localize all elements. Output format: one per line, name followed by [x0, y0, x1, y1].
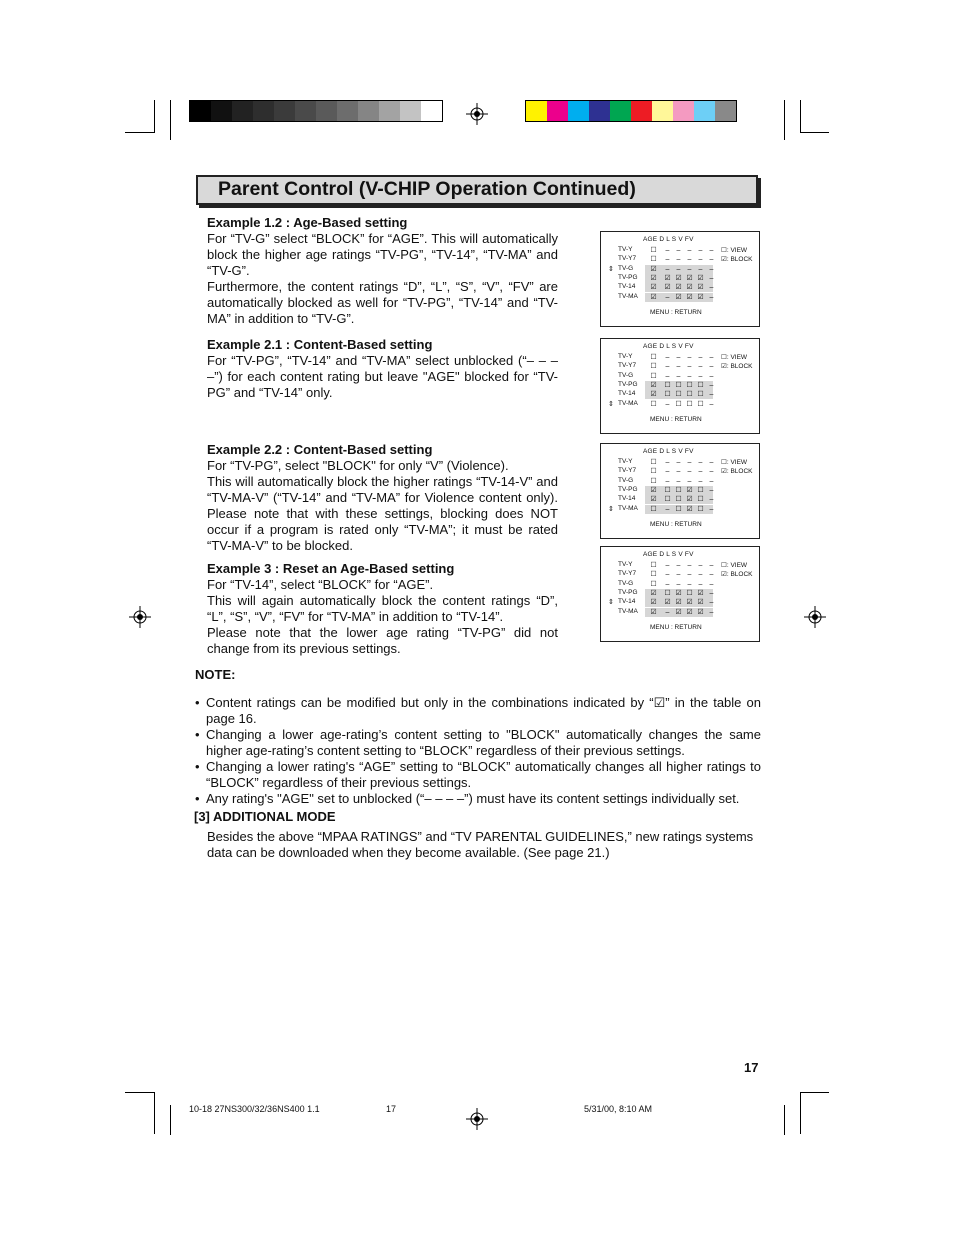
- dash-mark: –: [709, 468, 714, 476]
- color-calibration-bar: [525, 100, 737, 122]
- dash-mark: –: [665, 363, 670, 371]
- block-checkbox-icon: ☑: [650, 265, 657, 273]
- footer-file: 10-18 27NS300/32/36NS400 1.1: [189, 1104, 320, 1114]
- select-arrow-icon: ⇕: [608, 400, 614, 408]
- block-checkbox-icon: ☑: [697, 293, 704, 301]
- view-checkbox-icon: ☐: [675, 486, 682, 494]
- dash-mark: –: [709, 274, 714, 282]
- dash-mark: –: [676, 354, 681, 361]
- rating-label: TV-MA: [618, 399, 638, 407]
- dash-mark: –: [665, 247, 670, 254]
- note-item: • Content ratings can be modified but only in the combinations indicated by “☑” in the table on page 16.: [195, 695, 761, 727]
- view-checkbox-icon: ☐: [675, 381, 682, 389]
- block-checkbox-icon: ☑: [697, 589, 704, 597]
- crop-mark: [784, 100, 785, 140]
- dash-mark: –: [687, 571, 692, 579]
- dash-mark: –: [709, 372, 714, 380]
- legend-block: ☑: BLOCK: [721, 571, 753, 579]
- legend-view: ☐: VIEW: [721, 459, 748, 466]
- screen-header: AGE D L S V FV: [643, 448, 694, 455]
- color-swatch: [694, 101, 715, 121]
- color-swatch: [232, 101, 253, 121]
- block-checkbox-icon: ☑: [650, 486, 657, 494]
- dash-mark: –: [698, 459, 703, 466]
- dash-mark: –: [709, 381, 714, 389]
- dash-mark: –: [709, 589, 714, 597]
- select-arrow-icon: ⇕: [608, 265, 614, 273]
- color-swatch: [337, 101, 358, 121]
- view-checkbox-icon: ☐: [664, 496, 671, 504]
- block-checkbox-icon: ☑: [697, 608, 704, 616]
- dash-mark: –: [709, 391, 714, 399]
- dash-mark: –: [709, 571, 714, 579]
- section-heading: Example 2.2 : Content-Based setting: [207, 442, 433, 457]
- color-swatch: [610, 101, 631, 121]
- dash-mark: –: [676, 363, 681, 371]
- menu-return-label: MENU : RETURN: [650, 521, 702, 528]
- block-checkbox-icon: ☑: [650, 599, 657, 607]
- legend-view: ☐: VIEW: [721, 562, 748, 569]
- legend-block: ☑: BLOCK: [721, 256, 753, 264]
- block-checkbox-icon: ☑: [664, 599, 671, 607]
- block-checkbox-icon: ☑: [650, 391, 657, 399]
- dash-mark: –: [687, 363, 692, 371]
- dash-mark: –: [665, 580, 670, 588]
- menu-return-label: MENU : RETURN: [650, 624, 702, 631]
- block-checkbox-icon: ☑: [686, 293, 693, 301]
- dash-mark: –: [665, 265, 670, 273]
- view-checkbox-icon: ☐: [650, 477, 657, 485]
- color-swatch: [316, 101, 337, 121]
- view-checkbox-icon: ☐: [697, 391, 704, 399]
- block-checkbox-icon: ☑: [650, 589, 657, 597]
- rating-label: TV-PG: [618, 380, 638, 388]
- page-title: Parent Control (V-CHIP Operation Continued): [218, 178, 636, 200]
- color-swatch: [631, 101, 652, 121]
- view-checkbox-icon: ☐: [686, 400, 693, 408]
- block-checkbox-icon: ☑: [697, 274, 704, 282]
- rating-label: TV-PG: [618, 588, 638, 596]
- rating-screen: [600, 546, 760, 642]
- block-checkbox-icon: ☑: [686, 505, 693, 513]
- rating-label: TV-MA: [618, 292, 638, 300]
- rating-label: TV-14: [618, 283, 636, 291]
- menu-return-label: MENU : RETURN: [650, 416, 702, 423]
- dash-mark: –: [687, 580, 692, 588]
- dash-mark: –: [665, 293, 670, 301]
- view-checkbox-icon: ☐: [697, 486, 704, 494]
- view-checkbox-icon: ☐: [650, 363, 657, 371]
- dash-mark: –: [665, 505, 670, 513]
- section-example-2-2: [207, 442, 558, 554]
- section-example-1-2: [207, 215, 558, 327]
- view-checkbox-icon: ☐: [697, 496, 704, 504]
- color-swatch: [715, 101, 736, 121]
- color-swatch: [589, 101, 610, 121]
- dash-mark: –: [687, 256, 692, 264]
- footer-date: 5/31/00, 8:10 AM: [584, 1104, 653, 1114]
- block-checkbox-icon: ☑: [664, 274, 671, 282]
- view-checkbox-icon: ☐: [675, 505, 682, 513]
- paragraph: For “TV-G” select “BLOCK” for “AGE”. This will automatically block the higher age ratings “TV-PG”, “TV-14”, “TV-MA” and “TV-G”.: [207, 231, 558, 278]
- dash-mark: –: [665, 372, 670, 380]
- dash-mark: –: [687, 372, 692, 380]
- rating-label: TV-Y: [618, 246, 633, 253]
- dash-mark: –: [709, 247, 714, 254]
- legend-view: ☐: VIEW: [721, 354, 748, 361]
- legend-block: ☑: BLOCK: [721, 468, 753, 476]
- dash-mark: –: [665, 477, 670, 485]
- view-checkbox-icon: ☐: [686, 589, 693, 597]
- view-checkbox-icon: ☐: [664, 391, 671, 399]
- rating-label: TV-PG: [618, 485, 638, 493]
- block-checkbox-icon: ☑: [675, 608, 682, 616]
- dash-mark: –: [665, 354, 670, 361]
- note-item: • Changing a lower rating's “AGE” setting to “BLOCK” automatically changes all higher ratings to “BLOCK” regardless of their previous settings.: [195, 759, 761, 791]
- dash-mark: –: [709, 599, 714, 607]
- view-checkbox-icon: ☐: [664, 381, 671, 389]
- dash-mark: –: [687, 247, 692, 254]
- rating-label: TV-G: [618, 579, 634, 587]
- dash-mark: –: [676, 580, 681, 588]
- note-item: • Any rating's "AGE" set to unblocked (“– – – –”) must have its content settings individually set.: [195, 791, 761, 807]
- color-swatch: [547, 101, 568, 121]
- rating-screen: [600, 443, 760, 539]
- color-swatch: [295, 101, 316, 121]
- dash-mark: –: [709, 354, 714, 361]
- rating-label: TV-Y: [618, 458, 633, 465]
- legend-view: ☐: VIEW: [721, 247, 748, 254]
- dash-mark: –: [676, 247, 681, 254]
- dash-mark: –: [698, 468, 703, 476]
- block-checkbox-icon: ☑: [675, 284, 682, 292]
- color-swatch: [274, 101, 295, 121]
- view-checkbox-icon: ☐: [650, 459, 657, 466]
- block-checkbox-icon: ☑: [650, 496, 657, 504]
- color-swatch: [652, 101, 673, 121]
- note-heading: NOTE:: [195, 667, 236, 682]
- dash-mark: –: [687, 477, 692, 485]
- crop-mark: [154, 100, 155, 133]
- view-checkbox-icon: ☐: [664, 589, 671, 597]
- view-checkbox-icon: ☐: [697, 505, 704, 513]
- dash-mark: –: [665, 562, 670, 569]
- dash-mark: –: [687, 265, 692, 273]
- dash-mark: –: [698, 265, 703, 273]
- dash-mark: –: [709, 477, 714, 485]
- crop-mark: [800, 132, 829, 133]
- color-swatch: [421, 101, 442, 121]
- view-checkbox-icon: ☐: [675, 400, 682, 408]
- color-swatch: [673, 101, 694, 121]
- block-checkbox-icon: ☑: [650, 381, 657, 389]
- dash-mark: –: [709, 580, 714, 588]
- view-checkbox-icon: ☐: [650, 400, 657, 408]
- view-checkbox-icon: ☐: [697, 381, 704, 389]
- color-swatch: [190, 101, 211, 121]
- view-checkbox-icon: ☐: [664, 486, 671, 494]
- dash-mark: –: [709, 400, 714, 408]
- view-checkbox-icon: ☐: [650, 505, 657, 513]
- dash-mark: –: [698, 562, 703, 569]
- dash-mark: –: [698, 363, 703, 371]
- paragraph: For “TV-PG”, “TV-14” and “TV-MA” select unblocked (“– – – –”) for each content rating but leave "AGE" blocked for “TV-PG” and “TV-14” only.: [207, 353, 558, 400]
- dash-mark: –: [698, 372, 703, 380]
- dash-mark: –: [709, 562, 714, 569]
- view-checkbox-icon: ☐: [675, 391, 682, 399]
- rating-screen: [600, 338, 760, 434]
- note-block: [195, 667, 761, 807]
- block-checkbox-icon: ☑: [650, 274, 657, 282]
- section-heading: Example 1.2 : Age-Based setting: [207, 215, 408, 230]
- dash-mark: –: [709, 363, 714, 371]
- rating-label: TV-G: [618, 371, 634, 379]
- paragraph: For “TV-PG”, select "BLOCK" for only “V” (Violence).: [207, 458, 509, 473]
- dash-mark: –: [698, 477, 703, 485]
- dash-mark: –: [676, 468, 681, 476]
- screen-header: AGE D L S V FV: [643, 343, 694, 350]
- section-example-3: [207, 561, 558, 657]
- paragraph: For “TV-14”, select “BLOCK” for “AGE”.: [207, 577, 434, 592]
- dash-mark: –: [665, 459, 670, 466]
- dash-mark: –: [687, 468, 692, 476]
- registration-mark-icon: [804, 606, 826, 628]
- crop-mark: [125, 1092, 154, 1093]
- view-checkbox-icon: ☐: [650, 468, 657, 476]
- section-heading: Example 3 : Reset an Age-Based setting: [207, 561, 455, 576]
- dash-mark: –: [676, 265, 681, 273]
- registration-mark-icon: [466, 1108, 488, 1130]
- block-checkbox-icon: ☑: [650, 608, 657, 616]
- dash-mark: –: [709, 486, 714, 494]
- dash-mark: –: [676, 372, 681, 380]
- rating-label: TV-14: [618, 390, 636, 398]
- color-swatch: [526, 101, 547, 121]
- rating-label: TV-Y: [618, 353, 633, 360]
- dash-mark: –: [698, 256, 703, 264]
- color-swatch: [211, 101, 232, 121]
- section-example-2-1: [207, 337, 558, 401]
- select-arrow-icon: ⇕: [608, 505, 614, 513]
- rating-label: TV-PG: [618, 273, 638, 281]
- crop-mark: [154, 1092, 155, 1134]
- dash-mark: –: [665, 468, 670, 476]
- color-swatch: [253, 101, 274, 121]
- footer-page: 17: [386, 1104, 397, 1114]
- block-checkbox-icon: ☑: [675, 599, 682, 607]
- view-checkbox-icon: ☐: [650, 256, 657, 264]
- view-checkbox-icon: ☐: [686, 381, 693, 389]
- legend-block: ☑: BLOCK: [721, 363, 753, 371]
- rating-screen: [600, 231, 760, 327]
- section-heading: Example 2.1 : Content-Based setting: [207, 337, 433, 352]
- dash-mark: –: [709, 496, 714, 504]
- dash-mark: –: [665, 608, 670, 616]
- dash-mark: –: [665, 571, 670, 579]
- rating-label: TV-14: [618, 598, 636, 606]
- block-checkbox-icon: ☑: [697, 599, 704, 607]
- block-checkbox-icon: ☑: [675, 589, 682, 597]
- registration-mark-icon: [466, 103, 488, 125]
- view-checkbox-icon: ☐: [650, 562, 657, 569]
- select-arrow-icon: ⇕: [608, 599, 614, 607]
- menu-return-label: MENU : RETURN: [650, 309, 702, 316]
- block-checkbox-icon: ☑: [675, 274, 682, 282]
- block-checkbox-icon: ☑: [686, 486, 693, 494]
- crop-mark: [800, 1092, 801, 1134]
- dash-mark: –: [676, 562, 681, 569]
- gray-scale-bar: [189, 100, 443, 122]
- rating-label: TV-G: [618, 476, 634, 484]
- note-item: • Changing a lower age-rating’s content setting to "BLOCK" automatically changes the same higher age-rating’s content setting to “BLOCK” regardless of their previous settings.: [195, 727, 761, 759]
- dash-mark: –: [709, 459, 714, 466]
- crop-mark: [784, 1105, 785, 1135]
- view-checkbox-icon: ☐: [650, 372, 657, 380]
- dash-mark: –: [687, 562, 692, 569]
- rating-label: TV-MA: [618, 607, 638, 615]
- crop-mark: [170, 100, 171, 140]
- paragraph: Furthermore, the content ratings “D”, “L”, “S”, “V”, “FV” are automatically blocked as well for “TV-PG”, “TV-14” and “TV-MA” in addition to “TV-G”.: [207, 279, 558, 326]
- block-checkbox-icon: ☑: [686, 274, 693, 282]
- paragraph: This will again automatically block the content ratings “D”, “L”, “S”, “V”, “FV” for “TV-MA” in addition to “TV-14”.: [207, 593, 558, 624]
- dash-mark: –: [709, 505, 714, 513]
- page-title-box: [196, 175, 758, 205]
- color-swatch: [568, 101, 589, 121]
- paragraph: Please note that the lower age rating “TV-PG” did not change from its previous settings.: [207, 625, 558, 656]
- view-checkbox-icon: ☐: [650, 580, 657, 588]
- page-number: 17: [744, 1060, 759, 1075]
- rating-label: TV-14: [618, 495, 636, 503]
- crop-mark: [125, 132, 154, 133]
- view-checkbox-icon: ☐: [697, 400, 704, 408]
- crop-mark: [800, 100, 801, 133]
- dash-mark: –: [676, 459, 681, 466]
- block-checkbox-icon: ☑: [686, 284, 693, 292]
- rating-label: TV-Y: [618, 561, 633, 568]
- block-checkbox-icon: ☑: [664, 284, 671, 292]
- view-checkbox-icon: ☐: [675, 496, 682, 504]
- dash-mark: –: [698, 571, 703, 579]
- color-swatch: [400, 101, 421, 121]
- dash-mark: –: [676, 571, 681, 579]
- additional-mode-heading: [3] ADDITIONAL MODE: [194, 809, 336, 824]
- dash-mark: –: [665, 400, 670, 408]
- additional-mode-text: Besides the above “MPAA RATINGS” and “TV PARENTAL GUIDELINES,” new ratings systems data can be downloaded when they become available. (See page 21.): [207, 829, 754, 860]
- view-checkbox-icon: ☐: [650, 354, 657, 361]
- dash-mark: –: [698, 580, 703, 588]
- dash-mark: –: [709, 284, 714, 292]
- dash-mark: –: [709, 256, 714, 264]
- dash-mark: –: [665, 256, 670, 264]
- block-checkbox-icon: ☑: [686, 496, 693, 504]
- rating-label: TV-G: [618, 264, 634, 272]
- rating-label: TV-Y7: [618, 255, 637, 263]
- block-checkbox-icon: ☑: [686, 599, 693, 607]
- view-checkbox-icon: ☐: [650, 571, 657, 579]
- block-checkbox-icon: ☑: [697, 284, 704, 292]
- dash-mark: –: [676, 256, 681, 264]
- dash-mark: –: [709, 608, 714, 616]
- block-checkbox-icon: ☑: [650, 284, 657, 292]
- paragraph: This will automatically block the higher ratings “TV-14-V” and “TV-MA-V” (“TV-14” and “TV-MA” for Violence content only). Please note that with these settings, blocking does NOT occur if a program is rated only “TV-MA”; it must be rated “TV-MA-V” to be blocked.: [207, 474, 558, 553]
- rating-label: TV-Y7: [618, 362, 637, 370]
- screen-header: AGE D L S V FV: [643, 236, 694, 243]
- dash-mark: –: [687, 459, 692, 466]
- crop-mark: [800, 1092, 829, 1093]
- dash-mark: –: [698, 354, 703, 361]
- dash-mark: –: [687, 354, 692, 361]
- block-checkbox-icon: ☑: [650, 293, 657, 301]
- view-checkbox-icon: ☐: [686, 391, 693, 399]
- dash-mark: –: [709, 293, 714, 301]
- block-checkbox-icon: ☑: [675, 293, 682, 301]
- rating-label: TV-Y7: [618, 467, 637, 475]
- color-swatch: [379, 101, 400, 121]
- view-checkbox-icon: ☐: [650, 247, 657, 254]
- crop-mark: [170, 1105, 171, 1135]
- registration-mark-icon: [129, 606, 151, 628]
- color-swatch: [358, 101, 379, 121]
- block-checkbox-icon: ☑: [686, 608, 693, 616]
- rating-label: TV-Y7: [618, 570, 637, 578]
- dash-mark: –: [709, 265, 714, 273]
- screen-header: AGE D L S V FV: [643, 551, 694, 558]
- rating-label: TV-MA: [618, 504, 638, 512]
- dash-mark: –: [698, 247, 703, 254]
- dash-mark: –: [676, 477, 681, 485]
